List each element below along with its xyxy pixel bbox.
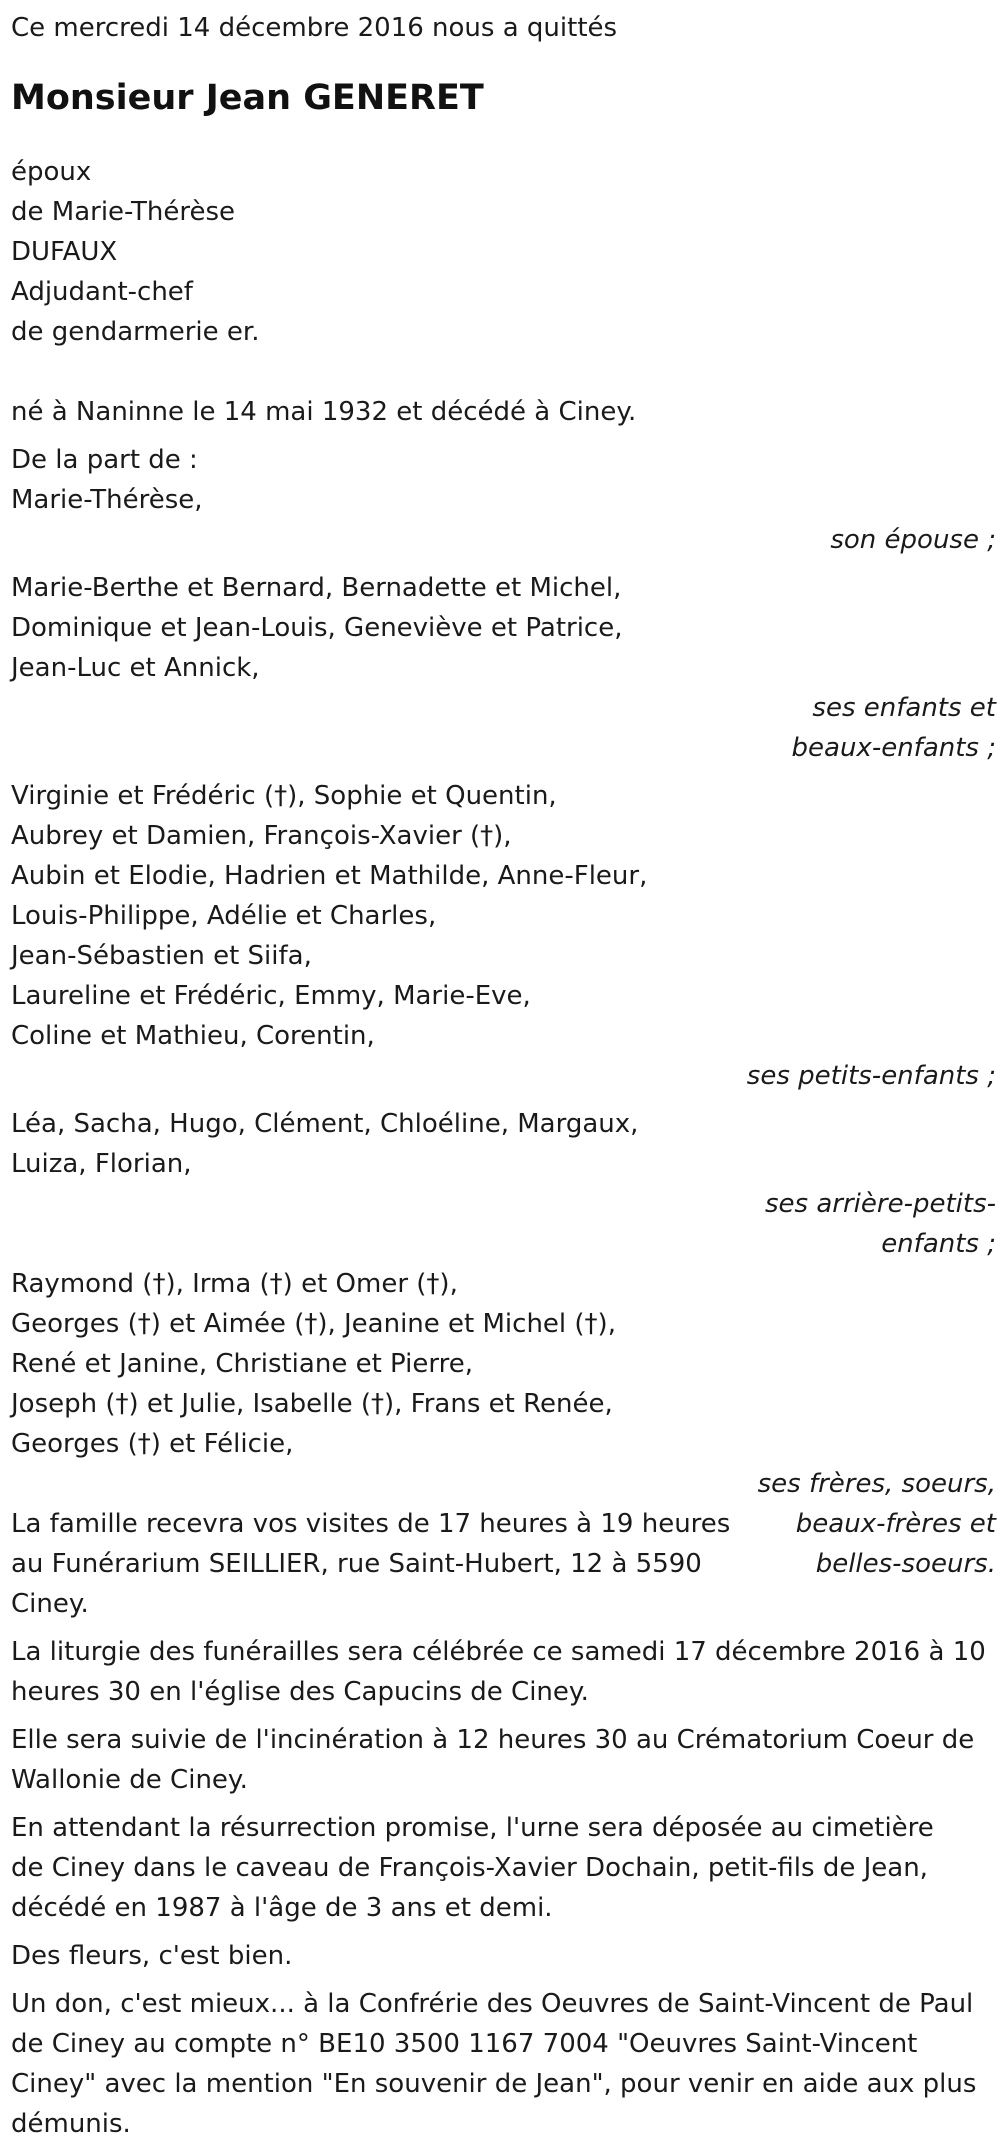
relation-line: son épouse ;: [830, 525, 996, 555]
intro-line: Ce mercredi 14 décembre 2016 nous a quittés: [11, 13, 618, 43]
relation-label: [758, 1464, 996, 1584]
visit-section: [11, 1464, 996, 1624]
paragraph-line: de Ciney au compte n° BE10 3500 1167 7004 "Oeuvres Saint-Vincent: [11, 2029, 918, 2059]
paragraph-line: heures 30 en l'église des Capucins de Ciney.: [11, 1677, 589, 1707]
relation-line: ses arrière-petits-: [765, 1189, 996, 1219]
family-names-line: Luiza, Florian,: [11, 1149, 192, 1179]
family-names-line: Georges (†) et Aimée (†), Jeanine et Michel (†),: [11, 1309, 616, 1339]
relation-line: ses frères, soeurs,: [757, 1469, 996, 1499]
family-names-line: Jean-Sébastien et Siifa,: [11, 941, 312, 971]
relation-line: ses enfants et: [812, 693, 996, 723]
family-names-line: Aubrey et Damien, François-Xavier (†),: [11, 821, 512, 851]
relation-label: [11, 520, 996, 560]
deceased-name: Monsieur Jean GENERET: [11, 78, 484, 118]
relation-line: belles-soeurs.: [815, 1549, 996, 1579]
family-names-line: Virginie et Frédéric (†), Sophie et Quentin,: [11, 781, 557, 811]
cremation-paragraph: [11, 1720, 996, 1800]
obituary-notice: [11, 8, 996, 2144]
visit-line: au Funérarium SEILLIER, rue Saint-Hubert, 12 à 5590: [11, 1549, 702, 1579]
spouse-line: Adjudant-chef: [11, 277, 193, 307]
paragraph-line: Wallonie de Ciney.: [11, 1765, 248, 1795]
family-names-line: Georges (†) et Félicie,: [11, 1429, 294, 1459]
visit-line: Ciney.: [11, 1589, 89, 1619]
paragraph-line: En attendant la résurrection promise, l'urne sera déposée au cimetière: [11, 1813, 934, 1843]
family-group-siblings: [11, 1264, 996, 1464]
family-names-line: Aubin et Elodie, Hadrien et Mathilde, Anne-Fleur,: [11, 861, 648, 891]
paragraph-line: décédé en 1987 à l'âge de 3 ans et demi.: [11, 1893, 553, 1923]
donation-paragraph: [11, 1984, 996, 2144]
spouse-line: de gendarmerie er.: [11, 317, 260, 347]
family-names-line: Joseph (†) et Julie, Isabelle (†), Frans et Renée,: [11, 1389, 613, 1419]
spouse-line: DUFAUX: [11, 237, 118, 267]
paragraph-line: Un don, c'est mieux... à la Confrérie des Oeuvres de Saint-Vincent de Paul: [11, 1989, 974, 2019]
birth-death-line: né à Naninne le 14 mai 1932 et décédé à Ciney.: [11, 397, 637, 427]
family-group-grandchildren: [11, 776, 996, 1096]
visit-line: La famille recevra vos visites de 17 heures à 19 heures: [11, 1509, 731, 1539]
spouse-info: [11, 152, 996, 352]
visit-info: [11, 1464, 736, 1624]
family-names-line: Marie-Berthe et Bernard, Bernadette et Michel,: [11, 573, 622, 603]
family-names-line: Louis-Philippe, Adélie et Charles,: [11, 901, 437, 931]
relation-line: enfants ;: [881, 1229, 996, 1259]
spouse-line: époux: [11, 157, 92, 187]
spouse-line: de Marie-Thérèse: [11, 197, 236, 227]
paragraph-line: Des fleurs, c'est bien.: [11, 1941, 293, 1971]
family-names-line: Dominique et Jean-Louis, Geneviève et Patrice,: [11, 613, 623, 643]
family-group-spouse: [11, 480, 996, 560]
family-names-line: Laureline et Frédéric, Emmy, Marie-Eve,: [11, 981, 531, 1011]
family-names-line: Raymond (†), Irma (†) et Omer (†),: [11, 1269, 458, 1299]
from-label: De la part de :: [11, 445, 198, 475]
family-names-line: Léa, Sacha, Hugo, Clément, Chloéline, Margaux,: [11, 1109, 639, 1139]
family-names-line: Jean-Luc et Annick,: [11, 653, 260, 683]
relation-line: beaux-enfants ;: [791, 733, 996, 763]
paragraph-line: de Ciney dans le caveau de François-Xavier Dochain, petit-fils de Jean,: [11, 1853, 928, 1883]
funeral-paragraph: [11, 1632, 996, 1712]
family-names-line: Marie-Thérèse,: [11, 485, 203, 515]
urn-paragraph: [11, 1808, 996, 1928]
paragraph-line: démunis.: [11, 2109, 131, 2139]
paragraph-line: Elle sera suivie de l'incinération à 12 heures 30 au Crématorium Coeur de: [11, 1725, 975, 1755]
flowers-paragraph: [11, 1936, 996, 1976]
relation-label: [11, 688, 996, 768]
relation-line: beaux-frères et: [795, 1509, 996, 1539]
relation-line: ses petits-enfants ;: [746, 1061, 996, 1091]
family-group-great-grandchildren: [11, 1104, 996, 1264]
family-names-line: Coline et Mathieu, Corentin,: [11, 1021, 375, 1051]
family-names-line: René et Janine, Christiane et Pierre,: [11, 1349, 473, 1379]
paragraph-line: Ciney" avec la mention "En souvenir de Jean", pour venir en aide aux plus: [11, 2069, 977, 2099]
relation-label: [11, 1056, 996, 1096]
paragraph-line: La liturgie des funérailles sera célébrée ce samedi 17 décembre 2016 à 10: [11, 1637, 986, 1667]
family-group-children: [11, 568, 996, 768]
relation-label: [11, 1184, 996, 1264]
